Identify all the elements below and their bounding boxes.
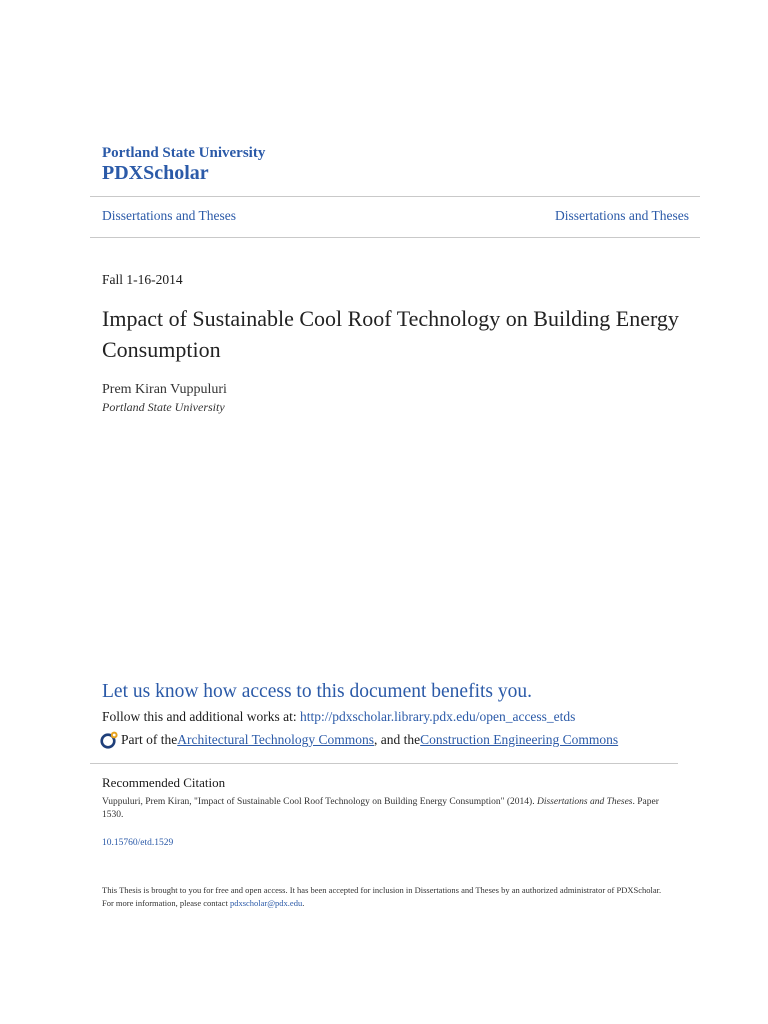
construction-engineering-commons-link[interactable]: Construction Engineering Commons xyxy=(420,732,619,747)
top-divider xyxy=(90,196,700,197)
collection-link-left[interactable]: Dissertations and Theses xyxy=(102,208,236,223)
document-title: Impact of Sustainable Cool Roof Technology on Building Energy Consumption xyxy=(102,306,679,362)
citation-paper: . Paper 1530. xyxy=(102,797,659,820)
benefits-feedback-link[interactable]: Let us know how access to this document benefits you. xyxy=(102,681,532,702)
access-notice-text: This Thesis is brought to you for free and open access. It has been accepted for inclusion in Dissertations and Theses by an authorized administrator of PDXScholar. For more information, please contact xyxy=(102,885,662,908)
citation-main: Vuppuluri, Prem Kiran, "Impact of Sustainable Cool Roof Technology on Building Energy Consumption" (2014). xyxy=(102,797,537,807)
citation-series: Dissertations and Theses xyxy=(536,797,633,807)
repository-name[interactable]: PDXScholar xyxy=(102,162,209,184)
recommended-citation-heading: Recommended Citation xyxy=(102,775,226,790)
follow-label: Follow this and additional works at: xyxy=(102,709,300,724)
access-notice-end: . xyxy=(302,898,305,908)
nav-divider xyxy=(90,237,700,238)
publication-date: Fall 1-16-2014 xyxy=(102,272,183,287)
commons-network-icon xyxy=(100,730,120,750)
follow-line xyxy=(102,708,575,726)
part-of-label: Part of the xyxy=(121,732,178,747)
citation-divider xyxy=(90,763,678,764)
contact-email-link[interactable]: pdxscholar@pdx.edu xyxy=(229,898,303,908)
university-name: Portland State University xyxy=(102,145,266,161)
author-affiliation: Portland State University xyxy=(102,400,225,414)
collection-link-right[interactable]: Dissertations and Theses xyxy=(555,208,689,223)
citation-text xyxy=(102,796,662,822)
architectural-technology-commons-link[interactable]: Architectural Technology Commons xyxy=(177,732,375,747)
author-name: Prem Kiran Vuppuluri xyxy=(102,382,227,397)
doi-link[interactable]: 10.15760/etd.1529 xyxy=(102,838,174,848)
access-notice xyxy=(102,884,672,910)
open-access-etds-link[interactable]: http://pdxscholar.library.pdx.edu/open_access_etds xyxy=(300,709,576,724)
part-of-line xyxy=(100,730,618,750)
and-the-label: , and the xyxy=(374,732,421,747)
